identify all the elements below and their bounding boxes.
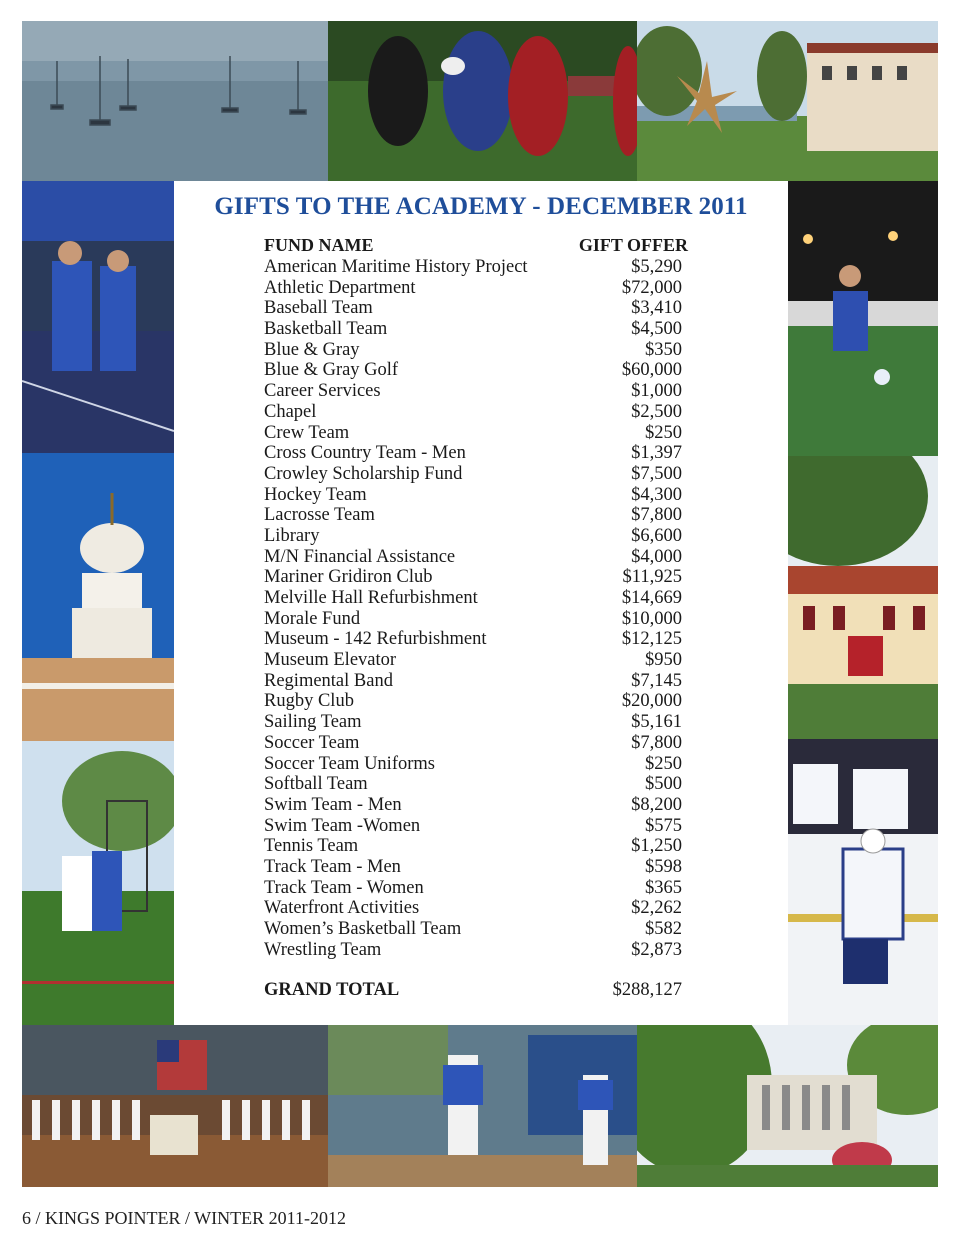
table-row	[264, 526, 688, 547]
gift-offer: $6,600	[631, 525, 682, 546]
fund-name: Regimental Band	[264, 670, 393, 691]
photo-baseball	[328, 1025, 637, 1187]
gift-offer: $365	[645, 877, 682, 898]
grand-total-label: GRAND TOTAL	[264, 980, 400, 1001]
fund-name: Library	[264, 525, 320, 546]
table-row	[264, 919, 688, 940]
fund-name: Crew Team	[264, 422, 350, 443]
table-row	[264, 319, 688, 340]
gifts-card	[174, 181, 788, 1025]
fund-name: Cross Country Team - Men	[264, 443, 466, 464]
gift-offer: $60,000	[621, 360, 682, 381]
gift-offer: $500	[645, 774, 682, 795]
gift-offer: $4,300	[631, 484, 682, 505]
table-row	[264, 795, 688, 816]
table-row	[264, 381, 688, 402]
gifts-table	[264, 235, 688, 1002]
fund-name: Athletic Department	[264, 277, 416, 298]
photo-football	[22, 741, 174, 1025]
fund-name: Morale Fund	[264, 608, 361, 629]
table-row	[264, 816, 688, 837]
header-gift-offer: GIFT OFFER	[578, 235, 688, 255]
fund-name: Wrestling Team	[264, 939, 382, 960]
fund-name: Soccer Team Uniforms	[264, 753, 435, 774]
photo-hockey	[788, 739, 938, 1025]
gift-offer: $7,145	[631, 670, 682, 691]
fund-name: Blue & Gray Golf	[264, 360, 399, 381]
table-row	[264, 629, 688, 650]
table-row	[264, 485, 688, 506]
table-row	[264, 505, 688, 526]
table-row	[264, 360, 688, 381]
gift-offer: $5,161	[631, 712, 682, 733]
gift-offer: $5,290	[631, 257, 682, 277]
gift-offer: $582	[645, 919, 682, 939]
table-row	[264, 857, 688, 878]
gift-offer: $2,262	[631, 898, 682, 919]
gift-offer: $250	[645, 422, 682, 443]
table-row	[264, 609, 688, 630]
photo-track-runners	[22, 181, 174, 453]
table-row	[264, 754, 688, 775]
gift-offer: $4,500	[631, 319, 682, 340]
fund-name: Soccer Team	[264, 732, 360, 753]
table-row	[264, 464, 688, 485]
fund-name: Swim Team - Men	[264, 794, 402, 815]
fund-name: Track Team - Women	[264, 877, 424, 898]
gift-offer: $250	[645, 753, 682, 774]
fund-name: Sailing Team	[264, 712, 362, 733]
gift-offer: $72,000	[621, 277, 682, 298]
fund-name: M/N Financial Assistance	[264, 546, 456, 567]
photo-campus-building	[637, 1025, 938, 1187]
gift-offer: $598	[645, 856, 682, 877]
photo-regimental-band	[22, 1025, 328, 1187]
gift-offer: $11,925	[622, 567, 682, 588]
photo-soccer	[788, 181, 938, 456]
gift-offer: $350	[645, 339, 682, 360]
table-row	[264, 547, 688, 568]
fund-name: Softball Team	[264, 774, 368, 795]
gift-offer: $950	[645, 650, 682, 671]
fund-name: Museum - 142 Refurbishment	[264, 629, 487, 650]
table-row	[264, 691, 688, 712]
fund-name: Waterfront Activities	[264, 898, 420, 919]
fund-name: Baseball Team	[264, 298, 373, 319]
gift-offer: $14,669	[621, 588, 682, 608]
table-row	[264, 940, 688, 961]
gift-offer: $575	[645, 815, 682, 836]
fund-name: Melville Hall Refurbishment	[264, 588, 478, 608]
gift-offer: $12,125	[621, 629, 682, 650]
fund-name: Basketball Team	[264, 319, 388, 340]
fund-name: Rugby Club	[264, 691, 354, 712]
grand-total-value: $288,127	[612, 980, 682, 1001]
table-row	[264, 443, 688, 464]
fund-name: Mariner Gridiron Club	[264, 567, 433, 588]
gift-offer: $2,873	[631, 939, 682, 960]
table-row	[264, 298, 688, 319]
gift-offer: $1,250	[631, 836, 682, 857]
fund-name: Hockey Team	[264, 484, 367, 505]
page-footer: 6 / KINGS POINTER / WINTER 2011-2012	[22, 1208, 346, 1228]
table-row	[264, 278, 688, 299]
fund-name: Track Team - Men	[264, 856, 401, 877]
gift-offer: $1,397	[631, 443, 682, 464]
table-row	[264, 774, 688, 795]
table-rows	[264, 257, 688, 960]
fund-name: Swim Team -Women	[264, 815, 421, 836]
table-row	[264, 423, 688, 444]
gift-offer: $4,000	[631, 546, 682, 567]
gift-offer: $20,000	[621, 691, 682, 712]
grand-total-row	[264, 980, 688, 1002]
gift-offer: $8,200	[631, 794, 682, 815]
gift-offer: $10,000	[621, 608, 682, 629]
table-row	[264, 712, 688, 733]
table-row	[264, 898, 688, 919]
page-title: GIFTS TO THE ACADEMY - DECEMBER 2011	[214, 193, 748, 220]
fund-name: Tennis Team	[264, 836, 359, 857]
table-row	[264, 733, 688, 754]
table-header	[264, 235, 688, 257]
photo-propeller-building	[637, 21, 938, 181]
table-row	[264, 836, 688, 857]
photo-melville-hall	[788, 456, 938, 739]
fund-name: Career Services	[264, 381, 381, 402]
photo-cupola	[22, 453, 174, 741]
fund-name: Women’s Basketball Team	[264, 919, 462, 939]
table-row	[264, 588, 688, 609]
table-row	[264, 402, 688, 423]
fund-name: American Maritime History Project	[264, 257, 528, 277]
table-row	[264, 257, 688, 278]
gift-offer: $1,000	[631, 381, 682, 402]
fund-name: Museum Elevator	[264, 650, 397, 671]
table-row	[264, 340, 688, 361]
fund-name: Crowley Scholarship Fund	[264, 463, 463, 484]
fund-name: Lacrosse Team	[264, 505, 375, 526]
gift-offer: $7,800	[631, 732, 682, 753]
table-row	[264, 671, 688, 692]
photo-rugby	[328, 21, 637, 181]
gift-offer: $7,500	[631, 463, 682, 484]
gift-offer: $3,410	[631, 298, 682, 319]
table-row	[264, 650, 688, 671]
photo-sailboats	[22, 21, 328, 181]
fund-name: Blue & Gray	[264, 339, 360, 360]
gift-offer: $7,800	[631, 505, 682, 526]
gift-offer: $2,500	[631, 401, 682, 422]
header-fund-name: FUND NAME	[264, 235, 374, 255]
fund-name: Chapel	[264, 401, 317, 422]
table-row	[264, 567, 688, 588]
table-row	[264, 878, 688, 899]
